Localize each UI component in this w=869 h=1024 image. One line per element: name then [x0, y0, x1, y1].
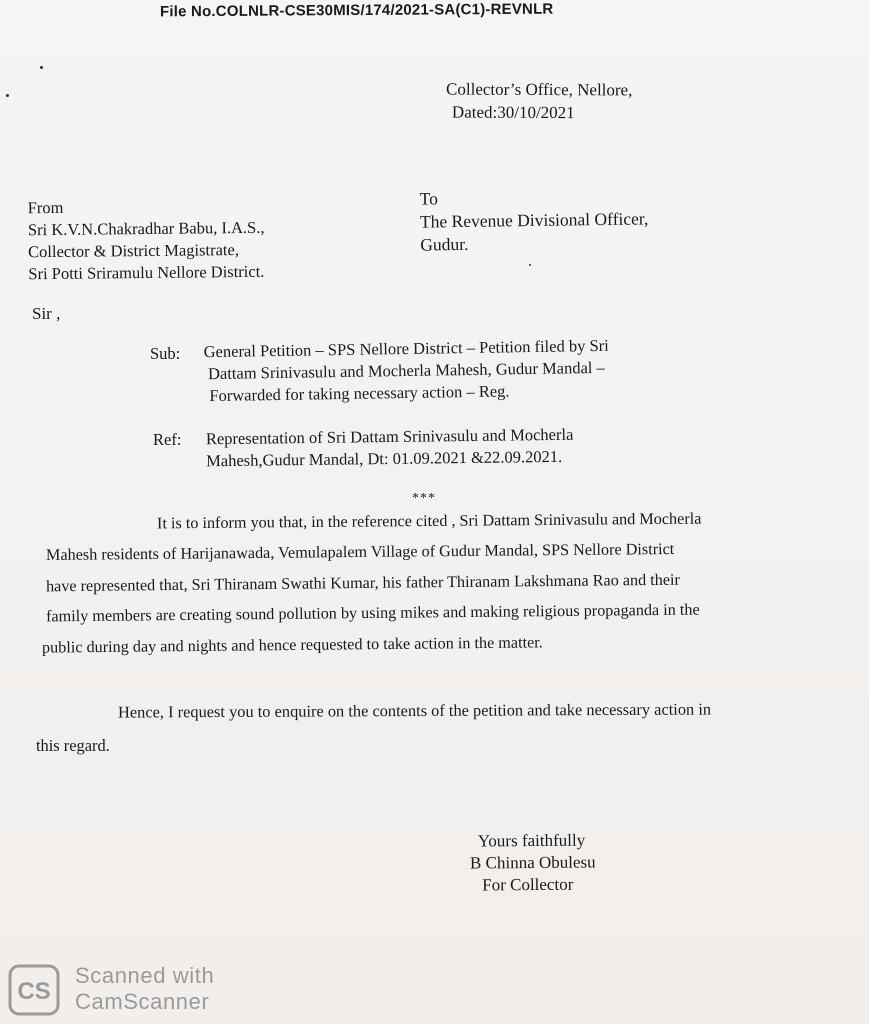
body-line: have represented that, Sri Thiranam Swathi Kumar, his father Thiranam Lakshmana Rao and their: [45, 570, 680, 596]
camscanner-watermark: [8, 962, 223, 1018]
file-number: File No.COLNLR-CSE30MIS/174/2021-SA(C1)-REVNLR: [159, 0, 554, 21]
to-line: Gudur.: [420, 233, 469, 255]
signatory-name: B Chinna Obulesu: [469, 852, 596, 873]
from-address: [28, 195, 266, 285]
letter-date: Dated:30/10/2021: [451, 102, 575, 123]
scan-speck: [40, 66, 43, 69]
reference-line: Mahesh,Gudur Mandal, Dt: 01.09.2021 &22.09.2021.: [206, 446, 563, 471]
scan-speck: [6, 94, 9, 97]
reference-label: Ref:: [153, 430, 182, 449]
subject-line: Dattam Srinivasulu and Mocherla Mahesh, Gudur Mandal –: [207, 357, 605, 384]
body-line: family members are creating sound pollution by using mikes and making religious propaganda in the: [45, 600, 700, 626]
reference-line: Representation of Sri Dattam Srinivasulu and Mocherla: [205, 424, 574, 449]
closing-signature-block: [469, 829, 596, 896]
reference-text: [206, 424, 574, 472]
camscanner-logo-letters: CS: [17, 978, 51, 1005]
watermark-line-1: Scanned with: [75, 963, 215, 988]
to-heading: To: [419, 188, 439, 209]
from-line: Sri Potti Sriramulu Nellore District.: [28, 261, 265, 284]
camscanner-text: [75, 963, 214, 1015]
salutation: Sir ,: [32, 304, 61, 323]
scan-speck: [529, 264, 531, 266]
subject-line: General Petition – SPS Nellore District – Petition filed by Sri: [203, 335, 609, 362]
subject-label: Sub:: [150, 344, 181, 363]
separator-stars: ***: [412, 491, 436, 506]
camscanner-logo-icon: [8, 964, 60, 1016]
office-and-date: [446, 78, 633, 125]
to-line: The Revenue Divisional Officer,: [419, 208, 649, 232]
valediction: Yours faithfully: [477, 830, 586, 851]
from-heading: From: [27, 197, 64, 218]
to-address: [420, 184, 649, 256]
body-line: It is to inform you that, in the reference cited , Sri Dattam Srinivasulu and Mocherla: [156, 509, 702, 533]
body-line: this regard.: [36, 736, 110, 755]
from-line: Sri K.V.N.Chakradhar Babu, I.A.S.,: [27, 217, 265, 240]
office-place: Collector’s Office, Nellore,: [446, 79, 633, 100]
body-line: Hence, I request you to enquire on the contents of the petition and take necessary action in: [117, 699, 712, 722]
subject-line: Forwarded for taking necessary action – Reg.: [209, 381, 510, 406]
body-line: Mahesh residents of Harijanawada, Vemulapalem Village of Gudur Mandal, SPS Nellore District: [45, 539, 675, 565]
signatory-designation: For Collector: [482, 874, 574, 895]
watermark-line-2: CamScanner: [75, 989, 210, 1014]
from-line: Collector & District Magistrate,: [28, 240, 240, 262]
subject-text: [204, 335, 610, 407]
body-line: public during day and nights and hence requested to take action in the matter.: [41, 633, 543, 657]
